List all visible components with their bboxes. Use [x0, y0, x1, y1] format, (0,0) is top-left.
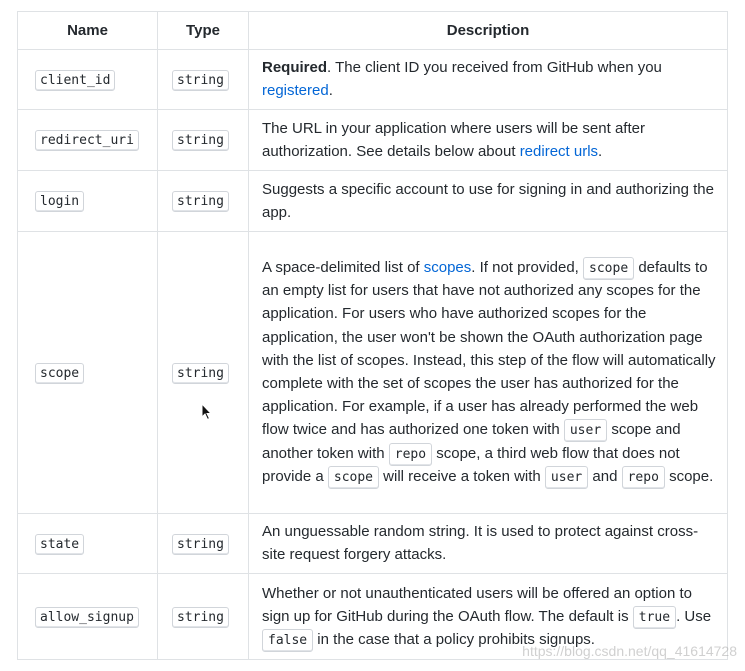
param-name-cell — [18, 574, 158, 660]
desc-text: . Use — [676, 607, 712, 625]
desc-text: Suggests a specific account to use for signing in and authorizing the app. — [262, 180, 714, 221]
required-label: Required — [262, 59, 328, 76]
redirect-urls-link[interactable]: redirect urls — [519, 142, 599, 160]
desc-text: The URL in your application where users will be sent after authorization. See details below about — [262, 119, 645, 160]
inline-code: repo — [622, 466, 665, 489]
desc-text: defaults to an empty list for users that have not authorized any scopes for the application. For users who have authorized scopes for the application, the user won't be shown the OAuth authorization page with the list of scopes. Instead, this step of the flow will automatically complete with the set of scopes the user has authorized for the application. For example, if a user has already performed the web flow twice and has authorized one token with — [262, 258, 716, 439]
oauth-parameters-table — [17, 11, 728, 660]
desc-text: in the case that a policy prohibits signups. — [313, 630, 595, 648]
param-name-cell — [18, 50, 158, 110]
watermark-text: https://blog.csdn.net/qq_41614728 — [522, 643, 737, 659]
desc-text: . — [328, 82, 333, 99]
header-description: Description — [249, 12, 728, 50]
param-type-cell — [158, 232, 249, 514]
desc-text: A space-delimited list of — [262, 258, 424, 276]
param-name: redirect_uri — [35, 130, 139, 151]
param-type: string — [172, 130, 229, 151]
param-type: string — [172, 363, 229, 384]
param-type-cell — [158, 574, 249, 660]
inline-code: scope — [328, 466, 379, 489]
desc-text: scope. — [664, 467, 714, 485]
param-type: string — [172, 534, 229, 555]
desc-text: and — [588, 467, 622, 485]
table-row-client-id — [18, 50, 728, 110]
param-name: client_id — [35, 70, 115, 91]
registered-link[interactable]: registered — [262, 82, 329, 99]
param-description — [249, 514, 728, 574]
mouse-cursor-icon — [201, 403, 213, 421]
table-header-row — [18, 12, 728, 50]
param-name: allow_signup — [35, 607, 139, 628]
param-description — [249, 110, 728, 171]
inline-code: user — [545, 466, 588, 489]
param-description — [249, 171, 728, 232]
param-name-cell — [18, 232, 158, 514]
param-type-cell — [158, 514, 249, 574]
table-row-redirect-uri — [18, 110, 728, 171]
param-name: scope — [35, 363, 84, 384]
param-type: string — [172, 70, 229, 91]
inline-code: repo — [389, 443, 432, 466]
desc-text: . — [598, 142, 603, 160]
param-type-cell — [158, 50, 249, 110]
desc-text: scope, a third web flow that does not provide a — [262, 444, 680, 485]
inline-code: true — [633, 606, 676, 629]
table-row-login — [18, 171, 728, 232]
param-type: string — [172, 607, 229, 628]
desc-text: . If not provided, — [471, 258, 584, 276]
param-name: state — [35, 534, 84, 555]
inline-code: scope — [583, 257, 634, 280]
param-name-cell — [18, 110, 158, 171]
desc-text: scope and another token with — [262, 421, 681, 462]
inline-code: false — [262, 629, 313, 652]
header-type: Type — [158, 12, 249, 50]
param-type: string — [172, 191, 229, 212]
desc-text: will receive a token with — [379, 467, 545, 485]
header-name: Name — [18, 12, 158, 50]
desc-text: . The client ID you received from GitHub when you — [327, 59, 662, 76]
table-row-scope — [18, 232, 728, 514]
param-description — [249, 232, 728, 514]
desc-text: An unguessable random string. It is used to protect against cross-site request forgery attacks. — [262, 523, 699, 563]
inline-code: user — [564, 419, 607, 442]
param-type-cell — [158, 110, 249, 171]
param-name-cell — [18, 171, 158, 232]
scopes-link[interactable]: scopes — [423, 258, 472, 276]
desc-text: Whether or not unauthenticated users will be offered an option to sign up for GitHub during the OAuth flow. The default is — [262, 584, 692, 625]
param-name-cell — [18, 514, 158, 574]
param-type-cell — [158, 171, 249, 232]
param-name: login — [35, 191, 84, 212]
table-row-state — [18, 514, 728, 574]
param-description — [249, 50, 728, 110]
